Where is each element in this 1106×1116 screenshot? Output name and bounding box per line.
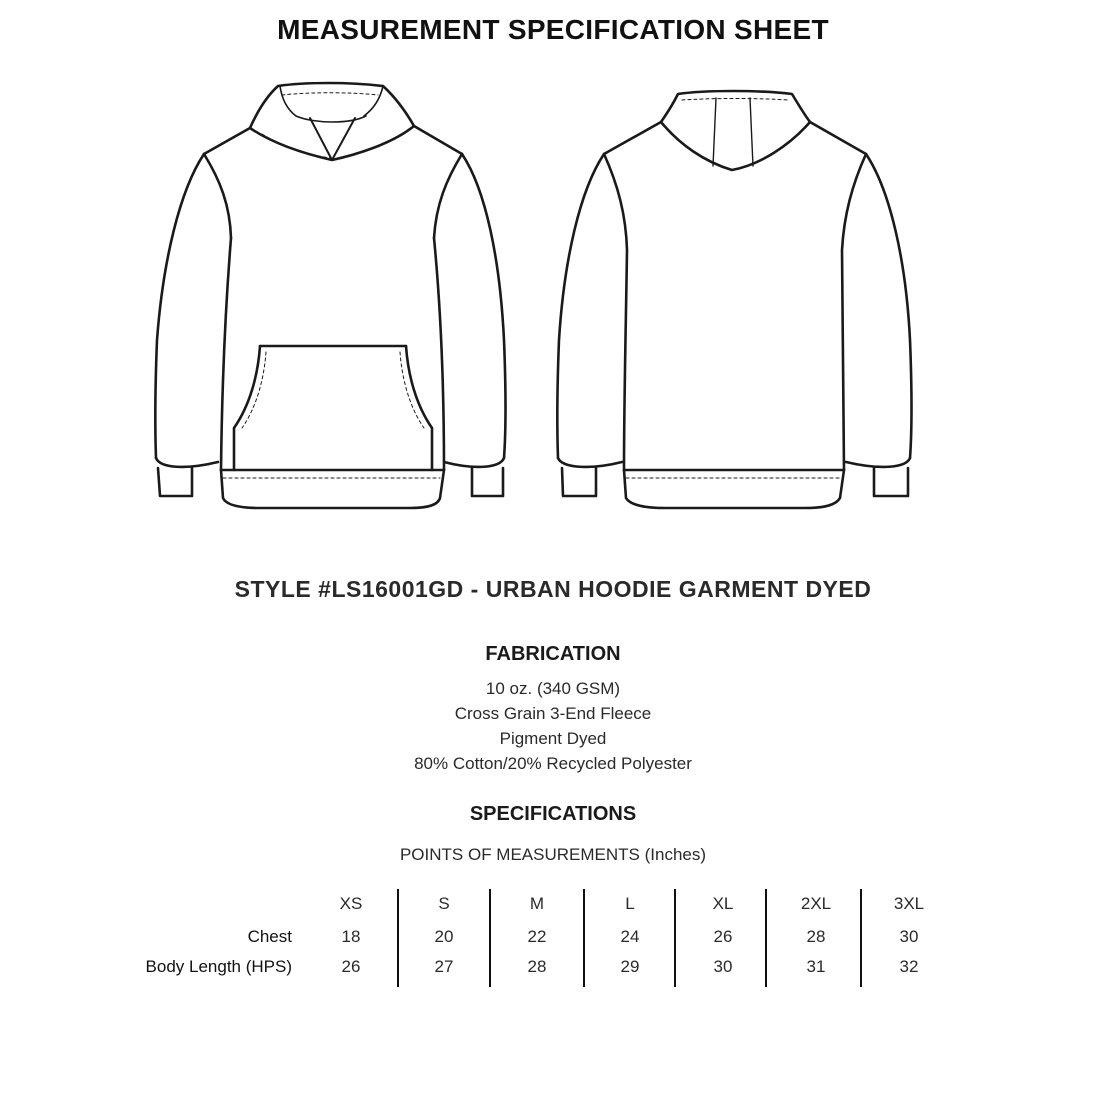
column-divider: [583, 889, 585, 987]
fabrication-line: 80% Cotton/20% Recycled Polyester: [414, 754, 692, 773]
row-label-chest: Chest: [247, 927, 292, 946]
hoodie-front-sketch: [155, 83, 505, 508]
table-cell: 32: [899, 957, 919, 976]
size-header-s: S: [438, 894, 450, 913]
hoodie-back-sketch: [557, 91, 911, 508]
specifications-heading: SPECIFICATIONS: [469, 803, 637, 825]
table-cell: 28: [527, 957, 547, 976]
hoodie-sketches: [0, 70, 1106, 520]
fabrication-line: Cross Grain 3-End Fleece: [454, 704, 652, 723]
size-header-xs: XS: [339, 894, 363, 913]
style-title: STYLE #LS16001GD - URBAN HOODIE GARMENT DYED: [234, 576, 872, 602]
column-divider: [397, 889, 399, 987]
table-cell: 18: [341, 927, 361, 946]
fabrication-line: 10 oz. (340 GSM): [485, 679, 621, 698]
row-label-body-length: Body Length (HPS): [145, 957, 292, 976]
table-cell: 22: [527, 927, 547, 946]
table-cell: 30: [713, 957, 733, 976]
table-cell: 26: [713, 927, 733, 946]
table-cell: 24: [620, 927, 640, 946]
size-header-2xl: 2XL: [800, 894, 832, 913]
table-cell: 26: [341, 957, 361, 976]
size-header-m: M: [529, 894, 545, 913]
size-header-xl: XL: [712, 894, 734, 913]
table-cell: 20: [434, 927, 454, 946]
table-cell: 31: [806, 957, 826, 976]
column-divider: [860, 889, 862, 987]
points-of-measurement-caption: POINTS OF MEASUREMENTS (Inches): [399, 845, 707, 864]
size-header-3xl: 3XL: [893, 894, 925, 913]
sheet-title: MEASUREMENT SPECIFICATION SHEET: [277, 14, 829, 45]
size-header-l: L: [625, 894, 635, 913]
table-cell: 30: [899, 927, 919, 946]
table-cell: 29: [620, 957, 640, 976]
table-cell: 28: [806, 927, 826, 946]
fabrication-line: Pigment Dyed: [499, 729, 607, 748]
table-cell: 27: [434, 957, 454, 976]
column-divider: [674, 889, 676, 987]
column-divider: [765, 889, 767, 987]
fabrication-heading: FABRICATION: [485, 643, 621, 665]
column-divider: [489, 889, 491, 987]
